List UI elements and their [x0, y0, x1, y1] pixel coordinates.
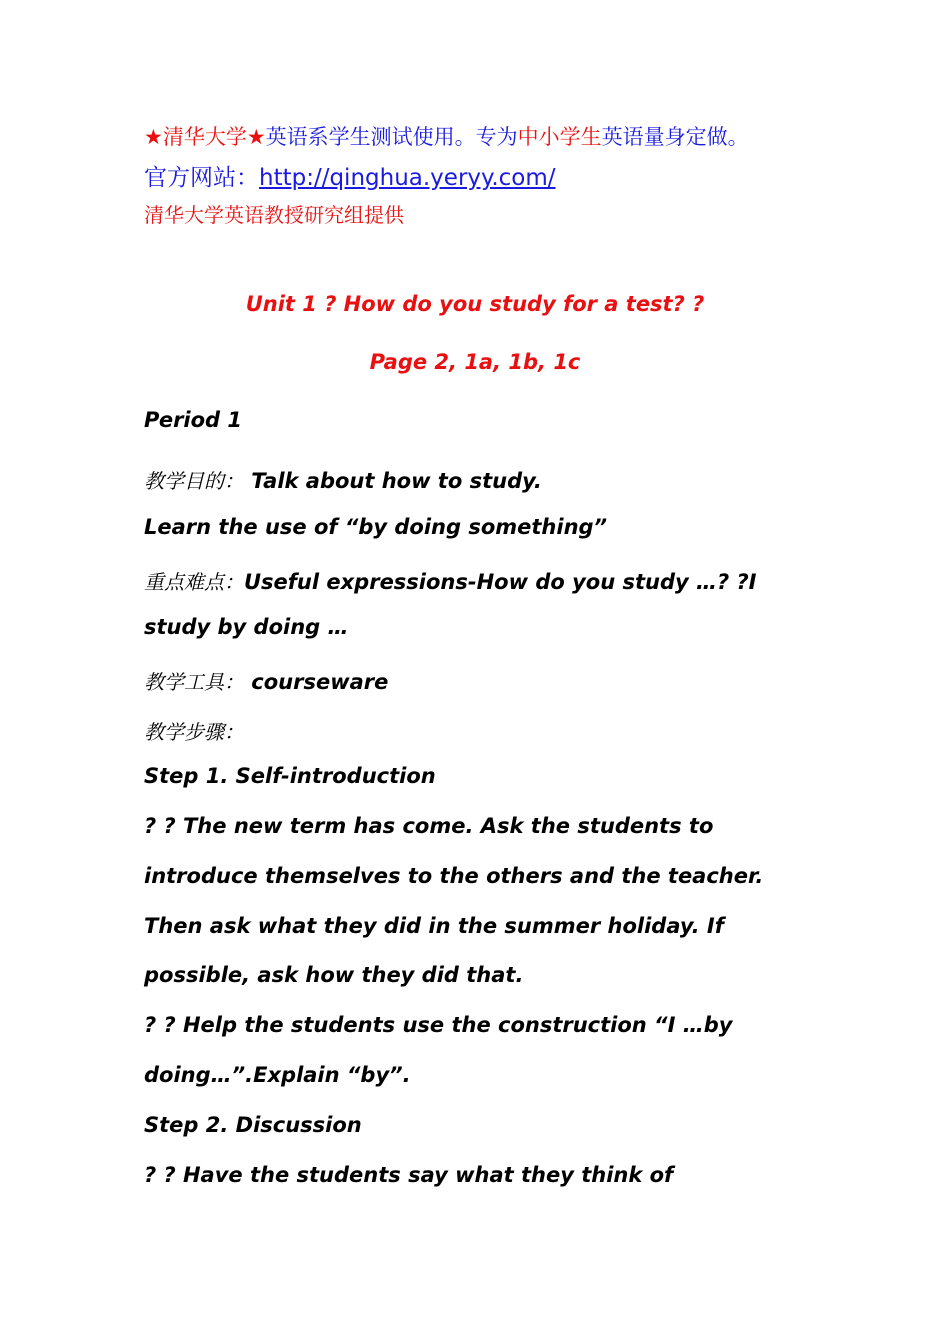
step2-heading: Step 2. Discussion — [144, 1113, 362, 1137]
keypoints-line-2: study by doing … — [144, 615, 349, 639]
step2-line: ? ? Have the students say what they think of — [144, 1163, 674, 1187]
step1-line: ? ? The new term has come. Ask the students to — [144, 814, 714, 838]
promo-segment-4: 英语量身定做。 — [601, 125, 749, 149]
unit-title: Unit 1 ? How do you study for a test? ? — [245, 292, 705, 316]
objective-text-1: Talk about how to study. — [244, 469, 542, 493]
promo-segment-1: ★清华大学★ — [144, 125, 266, 149]
objective-line-1 — [144, 465, 542, 494]
tools-value: courseware — [244, 670, 389, 694]
step1-line: possible, ask how they did that. — [144, 963, 524, 987]
step1-line: Then ask what they did in the summer holiday. If — [144, 914, 724, 938]
site-line — [144, 159, 556, 192]
step1-line: doing…”.Explain “by”. — [144, 1063, 411, 1087]
site-label: 官方网站： — [144, 165, 259, 191]
header-promo-line — [144, 121, 749, 151]
step1-heading: Step 1. Self-introduction — [144, 764, 436, 788]
step1-line: introduce themselves to the others and the teacher. — [144, 864, 764, 888]
period-heading: Period 1 — [144, 408, 243, 432]
promo-segment-2: 英语系学生测试使用。专为 — [265, 125, 518, 149]
tools-line — [144, 666, 388, 695]
tools-label: 教学工具： — [144, 670, 244, 694]
step1-line: ? ? Help the students use the construction “I …by — [144, 1013, 733, 1037]
provider-line: 清华大学英语教授研究组提供 — [144, 203, 404, 227]
objective-line-2: Learn the use of “by doing something” — [144, 515, 608, 539]
steps-label: 教学步骤： — [144, 720, 244, 744]
promo-segment-3: 中小学生 — [517, 125, 602, 149]
keypoints-label: 重点难点： — [144, 570, 244, 594]
keypoints-line-1 — [144, 566, 756, 595]
site-url-link[interactable]: http://qinghua.yeryy.com/ — [259, 165, 556, 191]
page-subtitle: Page 2, 1a, 1b, 1c — [369, 350, 581, 374]
objective-label: 教学目的： — [144, 469, 244, 493]
keypoints-text-1: Useful expressions-How do you study …? ?I — [244, 570, 757, 594]
